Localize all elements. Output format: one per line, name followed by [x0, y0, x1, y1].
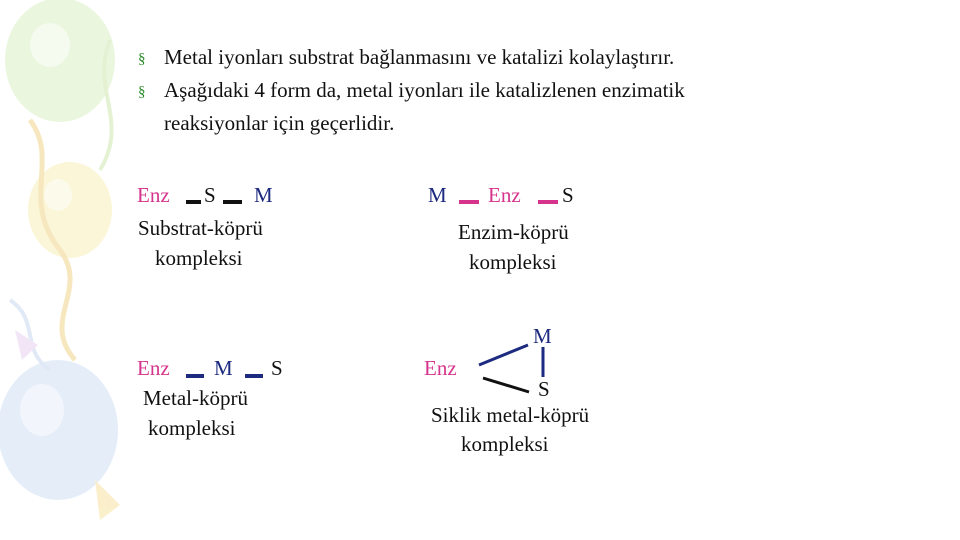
- enz-label: Enz: [137, 183, 170, 207]
- bullet-item-2: [138, 75, 898, 108]
- caption: Metal-köprü: [143, 386, 248, 410]
- caption: Substrat-köprü: [138, 216, 263, 240]
- bullet-text: Aşağıdaki 4 form da, metal iyonları ile katalizlenen enzimatik: [164, 78, 685, 102]
- bond-line: [223, 200, 242, 204]
- metal-label: M: [254, 183, 273, 207]
- substrate-label: S: [204, 183, 216, 207]
- caption: kompleksi: [461, 432, 549, 456]
- enz-label: Enz: [137, 356, 170, 380]
- bullet-icon: §: [138, 51, 146, 67]
- caption: kompleksi: [469, 250, 557, 274]
- enz-label: Enz: [488, 183, 521, 207]
- bullet-icon: §: [138, 84, 146, 100]
- metal-label: M: [214, 356, 233, 380]
- caption: kompleksi: [155, 246, 243, 270]
- bullet-text: Metal iyonları substrat bağlanmasını ve katalizi kolaylaştırır.: [164, 45, 675, 69]
- metal-label: M: [428, 183, 447, 207]
- bond-line: [186, 200, 201, 204]
- metal-label: M: [533, 324, 552, 348]
- caption: kompleksi: [148, 416, 236, 440]
- substrate-label: S: [271, 356, 283, 380]
- substrate-label: S: [538, 377, 550, 401]
- bond-line: [538, 200, 558, 204]
- bond-line: [245, 374, 263, 378]
- bullet-item-1: [138, 42, 898, 75]
- bullet-text-continuation: reaksiyonlar için geçerlidir.: [164, 111, 395, 135]
- bond-line: [186, 374, 204, 378]
- caption: Enzim-köprü: [458, 220, 569, 244]
- balloon-decoration: [0, 0, 120, 520]
- enz-label: Enz: [424, 356, 457, 380]
- bond-line: [459, 200, 479, 204]
- caption: Siklik metal-köprü: [431, 403, 590, 427]
- bullet-list: [138, 42, 898, 139]
- substrate-label: S: [562, 183, 574, 207]
